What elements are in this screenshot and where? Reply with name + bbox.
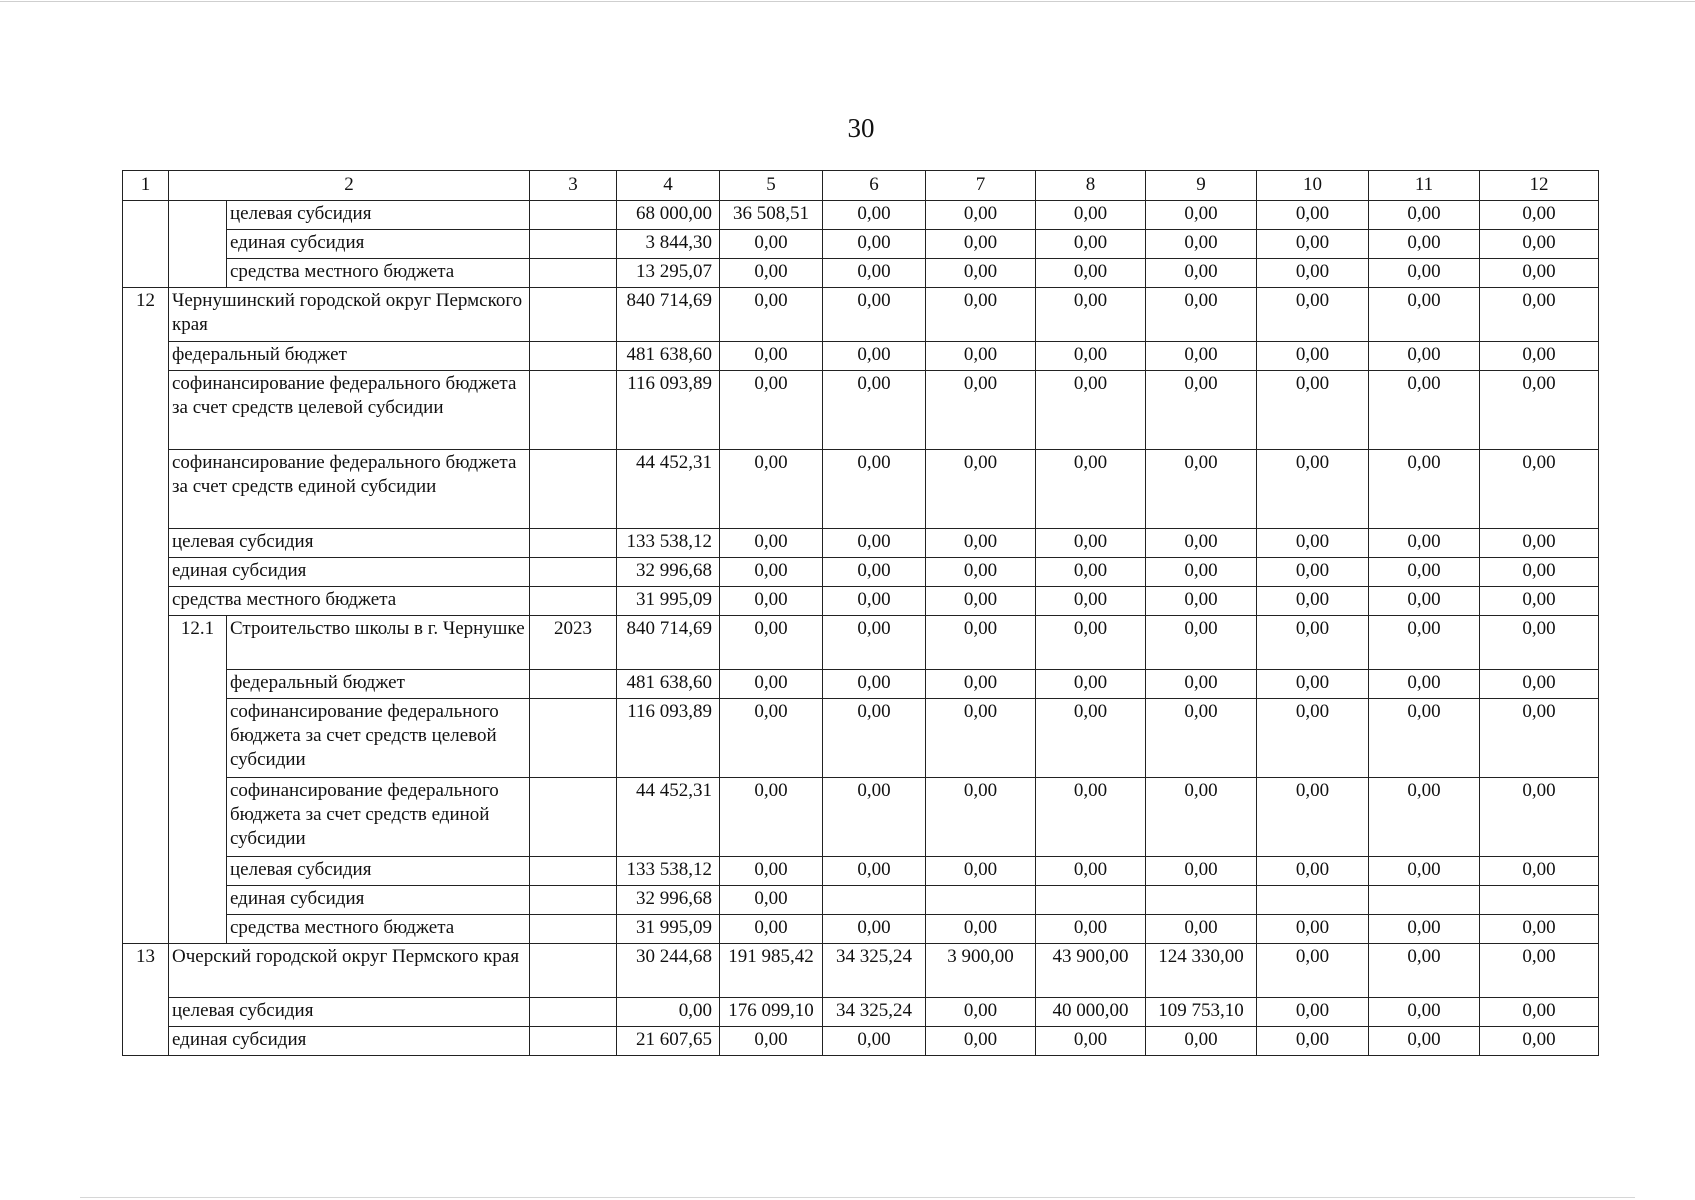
header-cell: 6 <box>823 171 926 201</box>
value-cell: 0,00 <box>1146 230 1257 259</box>
value-cell: 0,00 <box>1480 616 1599 670</box>
value-cell: 13 295,07 <box>617 259 720 288</box>
value-cell: 0,00 <box>823 587 926 616</box>
value-cell: 0,00 <box>1036 1027 1146 1056</box>
value-cell: 0,00 <box>1480 1027 1599 1056</box>
row-label: федеральный бюджет <box>169 342 530 371</box>
row-label: целевая субсидия <box>227 201 530 230</box>
year-cell <box>530 230 617 259</box>
value-cell: 0,00 <box>1036 230 1146 259</box>
value-cell: 0,00 <box>617 998 720 1027</box>
value-cell: 0,00 <box>926 371 1036 450</box>
value-cell: 0,00 <box>1369 1027 1480 1056</box>
table-row <box>123 886 1599 915</box>
year-cell <box>530 342 617 371</box>
value-cell: 0,00 <box>926 778 1036 857</box>
value-cell: 0,00 <box>720 1027 823 1056</box>
value-cell: 0,00 <box>1369 529 1480 558</box>
year-cell <box>530 259 617 288</box>
value-cell: 0,00 <box>926 288 1036 342</box>
value-cell: 0,00 <box>1257 857 1369 886</box>
value-cell: 0,00 <box>1146 288 1257 342</box>
value-cell: 0,00 <box>926 857 1036 886</box>
row-label: софинансирование федерального бюджета за счет средств целевой субсидии <box>169 371 530 450</box>
table-row <box>123 616 1599 670</box>
value-cell: 0,00 <box>1257 616 1369 670</box>
value-cell: 0,00 <box>720 778 823 857</box>
value-cell: 0,00 <box>926 342 1036 371</box>
value-cell: 0,00 <box>1146 201 1257 230</box>
value-cell: 0,00 <box>1480 558 1599 587</box>
value-cell: 0,00 <box>1146 371 1257 450</box>
value-cell: 0,00 <box>926 587 1036 616</box>
value-cell: 0,00 <box>1036 201 1146 230</box>
value-cell: 0,00 <box>1036 342 1146 371</box>
value-cell: 0,00 <box>1257 201 1369 230</box>
value-cell: 32 996,68 <box>617 558 720 587</box>
value-cell: 0,00 <box>720 371 823 450</box>
header-cell: 4 <box>617 171 720 201</box>
value-cell: 0,00 <box>1146 342 1257 371</box>
value-cell: 0,00 <box>926 1027 1036 1056</box>
value-cell: 0,00 <box>823 230 926 259</box>
value-cell: 0,00 <box>1480 201 1599 230</box>
value-cell: 0,00 <box>926 998 1036 1027</box>
row-label: средства местного бюджета <box>227 259 530 288</box>
value-cell: 3 844,30 <box>617 230 720 259</box>
table-row <box>123 699 1599 778</box>
header-cell: 2 <box>169 171 530 201</box>
year-cell <box>530 529 617 558</box>
value-cell: 0,00 <box>1480 230 1599 259</box>
value-cell: 0,00 <box>1480 998 1599 1027</box>
number-cell: 12 <box>123 288 169 944</box>
table-row <box>123 1027 1599 1056</box>
value-cell: 0,00 <box>1146 450 1257 529</box>
value-cell: 0,00 <box>1036 288 1146 342</box>
number-cell <box>123 201 169 288</box>
value-cell: 0,00 <box>720 288 823 342</box>
value-cell: 0,00 <box>1369 371 1480 450</box>
year-cell <box>530 699 617 778</box>
value-cell: 0,00 <box>1257 670 1369 699</box>
table-row <box>123 342 1599 371</box>
value-cell: 0,00 <box>1369 699 1480 778</box>
year-cell <box>530 670 617 699</box>
subnumber-cell: 12.1 <box>169 616 227 944</box>
value-cell: 0,00 <box>926 670 1036 699</box>
value-cell: 0,00 <box>1369 915 1480 944</box>
row-label: средства местного бюджета <box>169 587 530 616</box>
year-cell: 2023 <box>530 616 617 670</box>
value-cell: 0,00 <box>1369 558 1480 587</box>
header-cell: 3 <box>530 171 617 201</box>
value-cell: 0,00 <box>1036 587 1146 616</box>
value-cell: 0,00 <box>823 342 926 371</box>
value-cell: 0,00 <box>1369 342 1480 371</box>
scan-bottom-edge <box>80 1197 1635 1198</box>
header-cell: 9 <box>1146 171 1257 201</box>
value-cell: 0,00 <box>1369 778 1480 857</box>
value-cell: 0,00 <box>1480 529 1599 558</box>
value-cell: 0,00 <box>720 616 823 670</box>
value-cell: 0,00 <box>1480 857 1599 886</box>
value-cell: 21 607,65 <box>617 1027 720 1056</box>
value-cell: 0,00 <box>1146 587 1257 616</box>
value-cell: 0,00 <box>1257 342 1369 371</box>
value-cell: 0,00 <box>720 558 823 587</box>
value-cell: 0,00 <box>1480 670 1599 699</box>
value-cell: 0,00 <box>1036 778 1146 857</box>
value-cell: 0,00 <box>720 587 823 616</box>
row-label: целевая субсидия <box>227 857 530 886</box>
value-cell: 0,00 <box>1369 259 1480 288</box>
table-row <box>123 587 1599 616</box>
value-cell: 0,00 <box>926 450 1036 529</box>
row-label: средства местного бюджета <box>227 915 530 944</box>
value-cell: 0,00 <box>926 616 1036 670</box>
row-label: софинансирование федерального бюджета за счет средств целевой субсидии <box>227 699 530 778</box>
row-label: софинансирование федерального бюджета за счет средств единой субсидии <box>227 778 530 857</box>
value-cell: 0,00 <box>1257 259 1369 288</box>
value-cell <box>1369 886 1480 915</box>
row-label: Чернушинский городской округ Пермского края <box>169 288 530 342</box>
row-label: софинансирование федерального бюджета за счет средств единой субсидии <box>169 450 530 529</box>
row-label: единая субсидия <box>227 886 530 915</box>
value-cell: 0,00 <box>926 915 1036 944</box>
table-row <box>123 857 1599 886</box>
value-cell <box>823 886 926 915</box>
value-cell: 116 093,89 <box>617 699 720 778</box>
value-cell: 0,00 <box>926 259 1036 288</box>
value-cell: 0,00 <box>1257 558 1369 587</box>
value-cell: 0,00 <box>1146 1027 1257 1056</box>
value-cell: 0,00 <box>1257 1027 1369 1056</box>
value-cell: 0,00 <box>1480 699 1599 778</box>
value-cell: 0,00 <box>1146 915 1257 944</box>
value-cell: 0,00 <box>1480 450 1599 529</box>
header-cell: 10 <box>1257 171 1369 201</box>
row-label: Очерский городской округ Пермского края <box>169 944 530 998</box>
header-cell: 5 <box>720 171 823 201</box>
value-cell: 40 000,00 <box>1036 998 1146 1027</box>
budget-table <box>122 170 1599 1056</box>
value-cell: 0,00 <box>823 670 926 699</box>
value-cell: 0,00 <box>926 230 1036 259</box>
value-cell: 3 900,00 <box>926 944 1036 998</box>
value-cell: 0,00 <box>1036 699 1146 778</box>
value-cell: 44 452,31 <box>617 778 720 857</box>
value-cell: 0,00 <box>1257 699 1369 778</box>
year-cell <box>530 371 617 450</box>
value-cell <box>1480 886 1599 915</box>
value-cell: 840 714,69 <box>617 616 720 670</box>
value-cell: 0,00 <box>720 259 823 288</box>
year-cell <box>530 998 617 1027</box>
year-cell <box>530 587 617 616</box>
value-cell: 0,00 <box>1369 998 1480 1027</box>
table-row <box>123 998 1599 1027</box>
value-cell: 0,00 <box>1369 857 1480 886</box>
value-cell: 0,00 <box>1369 230 1480 259</box>
table-row <box>123 558 1599 587</box>
value-cell: 0,00 <box>1257 230 1369 259</box>
table-row <box>123 259 1599 288</box>
value-cell: 109 753,10 <box>1146 998 1257 1027</box>
value-cell: 0,00 <box>823 288 926 342</box>
value-cell: 191 985,42 <box>720 944 823 998</box>
value-cell: 0,00 <box>1036 450 1146 529</box>
value-cell: 0,00 <box>720 450 823 529</box>
value-cell <box>926 886 1036 915</box>
value-cell: 31 995,09 <box>617 915 720 944</box>
value-cell <box>1257 886 1369 915</box>
value-cell: 0,00 <box>720 915 823 944</box>
year-cell <box>530 558 617 587</box>
value-cell: 34 325,24 <box>823 944 926 998</box>
value-cell: 481 638,60 <box>617 342 720 371</box>
value-cell: 0,00 <box>1257 450 1369 529</box>
row-label: Строительство школы в г. Чернушке <box>227 616 530 670</box>
value-cell: 0,00 <box>1146 699 1257 778</box>
value-cell: 0,00 <box>1480 587 1599 616</box>
header-row <box>123 171 1599 201</box>
value-cell: 0,00 <box>926 699 1036 778</box>
table-row <box>123 915 1599 944</box>
value-cell: 0,00 <box>1146 259 1257 288</box>
value-cell: 0,00 <box>1146 857 1257 886</box>
value-cell: 0,00 <box>823 699 926 778</box>
table-row <box>123 201 1599 230</box>
value-cell: 0,00 <box>1257 529 1369 558</box>
value-cell: 0,00 <box>720 670 823 699</box>
value-cell: 31 995,09 <box>617 587 720 616</box>
value-cell: 0,00 <box>1036 670 1146 699</box>
value-cell: 0,00 <box>1369 670 1480 699</box>
value-cell: 34 325,24 <box>823 998 926 1027</box>
subnumber-cell <box>169 201 227 288</box>
value-cell: 133 538,12 <box>617 857 720 886</box>
row-label: целевая субсидия <box>169 998 530 1027</box>
value-cell: 0,00 <box>1146 558 1257 587</box>
table-row <box>123 529 1599 558</box>
value-cell: 0,00 <box>1146 778 1257 857</box>
header-cell: 11 <box>1369 171 1480 201</box>
value-cell: 0,00 <box>1036 558 1146 587</box>
value-cell: 0,00 <box>1257 944 1369 998</box>
value-cell: 0,00 <box>1480 259 1599 288</box>
header-cell: 8 <box>1036 171 1146 201</box>
row-label: единая субсидия <box>169 558 530 587</box>
year-cell <box>530 778 617 857</box>
value-cell: 0,00 <box>823 450 926 529</box>
row-label: целевая субсидия <box>169 529 530 558</box>
value-cell: 44 452,31 <box>617 450 720 529</box>
value-cell: 0,00 <box>1146 616 1257 670</box>
value-cell: 30 244,68 <box>617 944 720 998</box>
value-cell: 481 638,60 <box>617 670 720 699</box>
year-cell <box>530 1027 617 1056</box>
scan-top-edge <box>0 1 1695 2</box>
value-cell: 0,00 <box>926 201 1036 230</box>
row-label: единая субсидия <box>169 1027 530 1056</box>
value-cell <box>1036 886 1146 915</box>
value-cell: 0,00 <box>823 558 926 587</box>
value-cell: 0,00 <box>720 230 823 259</box>
value-cell: 0,00 <box>823 857 926 886</box>
value-cell: 0,00 <box>1036 259 1146 288</box>
table-row <box>123 371 1599 450</box>
value-cell: 0,00 <box>1036 616 1146 670</box>
header-cell: 12 <box>1480 171 1599 201</box>
value-cell: 0,00 <box>1257 288 1369 342</box>
value-cell <box>1146 886 1257 915</box>
row-label: федеральный бюджет <box>227 670 530 699</box>
value-cell: 32 996,68 <box>617 886 720 915</box>
value-cell: 0,00 <box>823 529 926 558</box>
value-cell: 0,00 <box>823 259 926 288</box>
value-cell: 0,00 <box>720 529 823 558</box>
value-cell: 0,00 <box>1257 915 1369 944</box>
value-cell: 0,00 <box>926 529 1036 558</box>
value-cell: 0,00 <box>823 778 926 857</box>
value-cell: 0,00 <box>823 371 926 450</box>
row-label: единая субсидия <box>227 230 530 259</box>
year-cell <box>530 201 617 230</box>
value-cell: 0,00 <box>1480 288 1599 342</box>
value-cell: 0,00 <box>1257 371 1369 450</box>
table-row <box>123 670 1599 699</box>
value-cell: 0,00 <box>1369 616 1480 670</box>
value-cell: 0,00 <box>1480 371 1599 450</box>
value-cell: 0,00 <box>1480 944 1599 998</box>
value-cell: 0,00 <box>1369 288 1480 342</box>
year-cell <box>530 288 617 342</box>
value-cell: 0,00 <box>823 201 926 230</box>
value-cell: 0,00 <box>1369 201 1480 230</box>
value-cell: 0,00 <box>720 857 823 886</box>
value-cell: 124 330,00 <box>1146 944 1257 998</box>
value-cell: 0,00 <box>720 342 823 371</box>
value-cell: 0,00 <box>823 1027 926 1056</box>
value-cell: 0,00 <box>1257 998 1369 1027</box>
table-row <box>123 288 1599 342</box>
value-cell: 0,00 <box>1480 915 1599 944</box>
value-cell: 0,00 <box>926 558 1036 587</box>
value-cell: 0,00 <box>1369 587 1480 616</box>
page-number: 30 <box>847 113 875 143</box>
value-cell: 0,00 <box>1369 450 1480 529</box>
value-cell: 43 900,00 <box>1036 944 1146 998</box>
header-cell: 1 <box>123 171 169 201</box>
value-cell: 116 093,89 <box>617 371 720 450</box>
year-cell <box>530 915 617 944</box>
table-row <box>123 944 1599 998</box>
value-cell: 0,00 <box>1036 857 1146 886</box>
value-cell: 0,00 <box>1146 670 1257 699</box>
table-row <box>123 230 1599 259</box>
value-cell: 0,00 <box>720 699 823 778</box>
value-cell: 0,00 <box>823 915 926 944</box>
value-cell: 0,00 <box>1257 587 1369 616</box>
value-cell: 176 099,10 <box>720 998 823 1027</box>
value-cell: 0,00 <box>1480 342 1599 371</box>
header-cell: 7 <box>926 171 1036 201</box>
value-cell: 840 714,69 <box>617 288 720 342</box>
value-cell: 0,00 <box>1036 371 1146 450</box>
value-cell: 0,00 <box>1257 778 1369 857</box>
value-cell: 0,00 <box>1369 944 1480 998</box>
value-cell: 0,00 <box>1036 529 1146 558</box>
value-cell: 68 000,00 <box>617 201 720 230</box>
year-cell <box>530 857 617 886</box>
value-cell: 0,00 <box>720 886 823 915</box>
value-cell: 0,00 <box>1480 778 1599 857</box>
year-cell <box>530 886 617 915</box>
value-cell: 133 538,12 <box>617 529 720 558</box>
table-row <box>123 450 1599 529</box>
table-row <box>123 778 1599 857</box>
value-cell: 0,00 <box>1146 529 1257 558</box>
year-cell <box>530 450 617 529</box>
value-cell: 36 508,51 <box>720 201 823 230</box>
value-cell: 0,00 <box>823 616 926 670</box>
year-cell <box>530 944 617 998</box>
value-cell: 0,00 <box>1036 915 1146 944</box>
number-cell: 13 <box>123 944 169 1056</box>
